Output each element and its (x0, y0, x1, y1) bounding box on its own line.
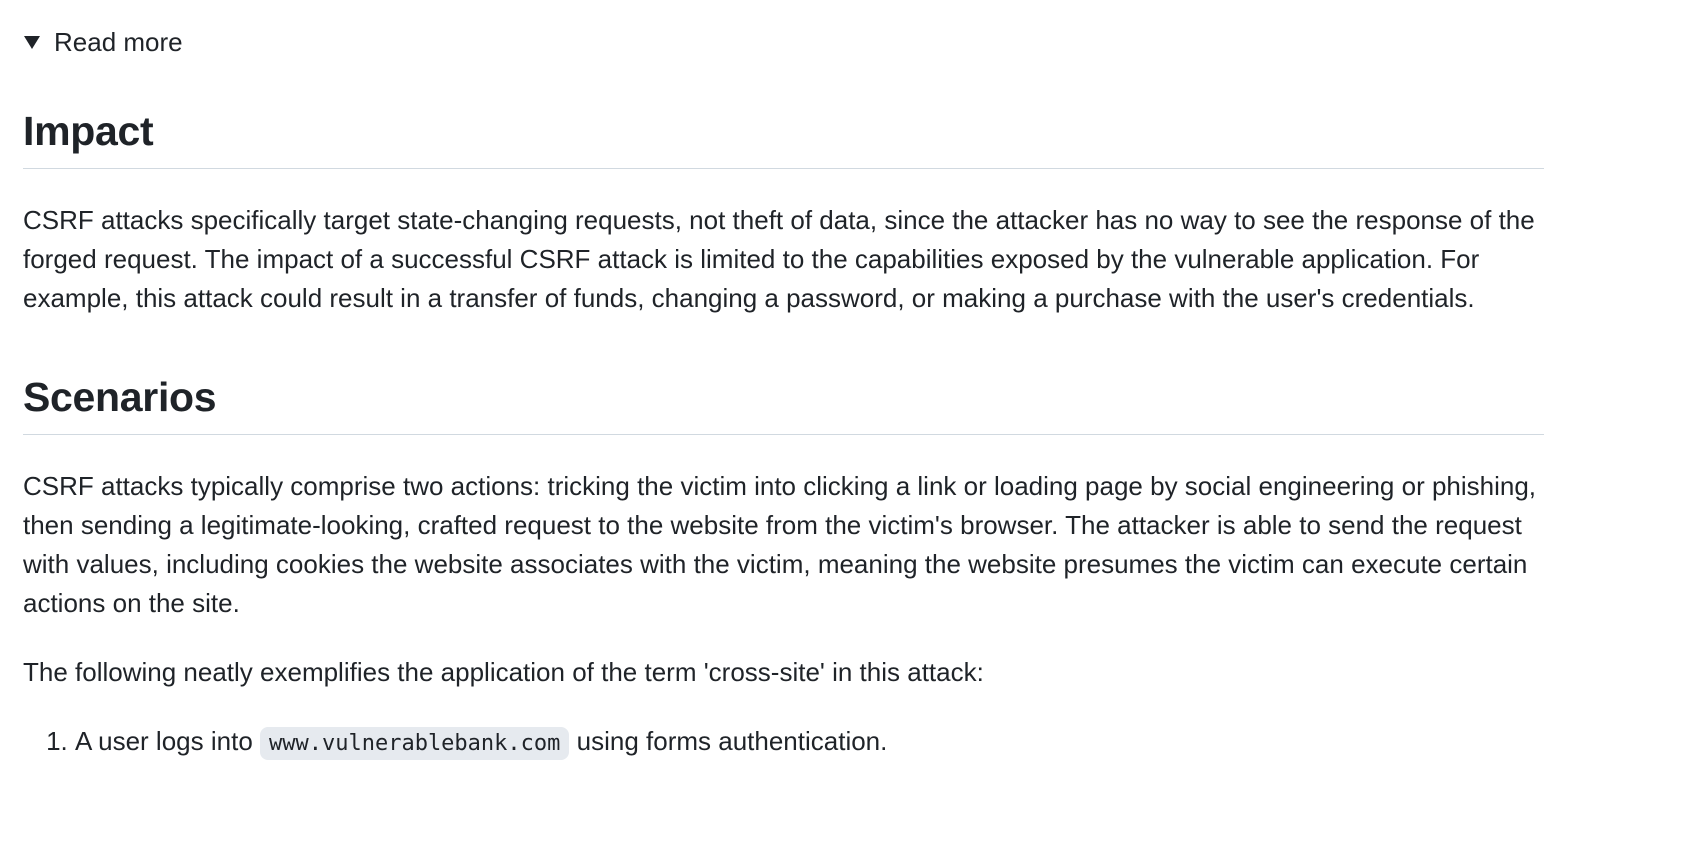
document-page (0, 20, 1682, 862)
domain-code: www.vulnerablebank.com (260, 727, 569, 760)
scenarios-intro: The following neatly exemplifies the application of the term 'cross-site' in this attack: (23, 657, 984, 687)
scenario-steps-list (23, 722, 1544, 763)
scenarios-paragraph: CSRF attacks typically comprise two actions: tricking the victim into clicking a link or loading page by social engineering or phishing, then sending a legitimate-looking, crafted request to the website from the victim's browser. The attacker is able to send the request with values, including cookies the website associates with the victim, meaning the website presumes the victim can execute certain actions on the site. (23, 471, 1537, 618)
impact-heading: Impact (23, 102, 1544, 169)
list-item (75, 722, 1544, 763)
step-text-after: using forms authentication. (569, 726, 888, 756)
impact-paragraph: CSRF attacks specifically target state-changing requests, not theft of data, since the attacker has no way to see the response of the forged request. The impact of a successful CSRF attack is limited to the capabilities exposed by the vulnerable application. For example, this attack could result in a transfer of funds, changing a password, or making a purchase with the user's credentials. (23, 205, 1535, 313)
read-more-toggle[interactable] (23, 20, 1544, 64)
scenarios-heading: Scenarios (23, 368, 1544, 435)
triangle-down-icon (24, 36, 40, 49)
step-text-before: A user logs into (75, 726, 260, 756)
read-more-label: Read more (54, 27, 183, 57)
